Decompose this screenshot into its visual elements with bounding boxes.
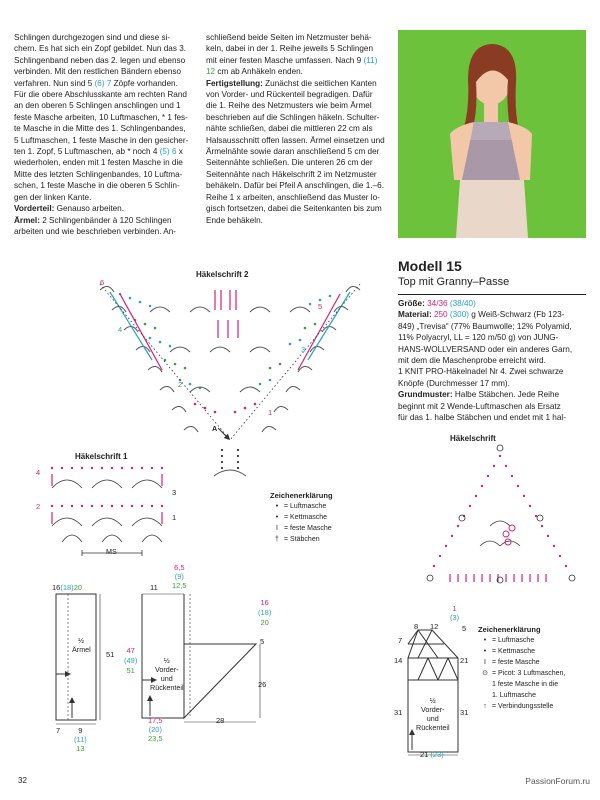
text-line: 5 Luftmaschen, 1 feste Masche in den gesicher-: [14, 135, 189, 145]
hs1-row-1: 1: [172, 513, 177, 522]
sr-31-right: 31: [460, 708, 469, 717]
sr-12: 12: [430, 622, 439, 631]
legend-item: • = Luftmasche: [478, 635, 593, 646]
body-five: 5: [260, 637, 265, 646]
hs1-row-2: 2: [36, 502, 41, 511]
text-line: feste Masche arbeiten, 10 Luftmaschen, * 1 fes-: [14, 112, 188, 122]
body-twentysix: 26: [258, 680, 267, 689]
text-line: Seitennähte schließen. Die unteren 26 cm der: [206, 158, 373, 168]
legend-right: [478, 624, 593, 712]
row-num: 6: [100, 278, 105, 287]
middle-text-column: [206, 32, 386, 226]
legend-item: 1. Luftmasche: [492, 692, 536, 699]
body-right: 16 (18) 20: [258, 598, 272, 627]
model-title: Modell 15: [398, 258, 462, 274]
hs1-row-4: 4: [36, 468, 41, 477]
text-line: wiederholen, enden mit 1 festen Masche in die: [14, 158, 183, 168]
arm-label-half: ½: [78, 636, 84, 645]
text-line: mit dem die Maschenprobe erreicht wird.: [398, 356, 546, 366]
title-divider: [398, 294, 586, 295]
legend-item: I = feste Masche: [270, 523, 333, 534]
text-line: die 1. Reihe des Netzmusters wie beim Ärmel: [206, 101, 372, 111]
arrow-a-label: A: [212, 424, 218, 433]
legend-left: [270, 490, 333, 545]
ms-label: MS: [106, 547, 117, 556]
text-line: Ende behäkeln.: [206, 215, 263, 225]
text-line: für das 1. halbe Stäbchen und endet mit 1 hal-: [398, 413, 566, 423]
text-line: mit einer festen Masche umfassen. Nach 9 (11): [206, 55, 378, 65]
text-line: Material: 250 (300) g Weiß-Schwarz (Fb 123-: [398, 310, 565, 320]
sr-31-left: 31: [394, 708, 403, 717]
watermark: PassionForum.ru: [525, 776, 590, 786]
arm-bottom: 9 (11) 13: [74, 726, 87, 753]
legend-item: • = Kettmasche: [478, 646, 593, 657]
model-photo: [398, 30, 586, 238]
double-crochet-icon: †: [275, 536, 279, 543]
text-line: arbeiten und wie beschrieben verbinden. An-: [14, 226, 177, 236]
legend-item: ⊙ = Picot: 3 Luftmaschen,: [478, 668, 593, 679]
chain-stitch-icon: •: [483, 637, 487, 644]
text-line: nähte schließen, dabei die mittleren 22 cm als: [206, 124, 373, 134]
text-line: schen, 1 feste Masche in die oberen 5 Schlin-: [14, 181, 180, 191]
text-line: Grundmuster: Halbe Stäbchen. Jede Reihe: [398, 390, 560, 400]
text-line: beschrieben auf die Schlingen häkeln. Schulter-: [206, 112, 380, 122]
text-line: Vorderteil: Genauso arbeiten.: [14, 204, 124, 214]
row-num: 2: [178, 380, 183, 389]
body-top-right: 6,5 (9) 12,5: [172, 563, 187, 590]
body-left: 47 (49) 51: [124, 646, 138, 675]
sr-label: ½ Vorder- und Rückenteil: [416, 696, 450, 732]
text-line: Halsausschnitt offen lassen. Ärmel einsetzen und: [206, 135, 385, 145]
legend-item: † = Stäbchen: [270, 534, 333, 545]
text-line: gisch fortsetzen, dabei die Seitenkanten bis zum: [206, 204, 382, 214]
text-line: 12 cm ab Anhäkeln enden.: [206, 67, 303, 77]
sr-8: 8: [414, 622, 419, 631]
text-line: chern. Es hat sich ein Zopf gebildet. Nun das 3.: [14, 44, 187, 54]
text-line: Fertigstellung: Zunächst die seitlichen Kanten: [206, 78, 377, 88]
arm-schematic: [48, 590, 118, 740]
body-top-left: 11: [150, 583, 158, 592]
granny-triangle-diagram: [420, 446, 580, 596]
haekelschrift2-title: Häkelschrift 2: [196, 270, 249, 279]
text-line: Größe: 34/36 (38/40): [398, 299, 476, 308]
haekelschrift-right-title: Häkelschrift: [450, 434, 496, 443]
slip-stitch-icon: •: [483, 648, 487, 655]
text-line: HANS-WOLLVERSAND oder ein anderes Garn,: [398, 344, 573, 354]
sr-21: 21: [460, 656, 469, 665]
model-subtitle: Top mit Granny–Passe: [398, 276, 510, 288]
text-line: Für die obere Abschlusskante am rechten Rand: [14, 90, 187, 100]
legend-item: ↑ = Verbindungsstelle: [478, 701, 593, 712]
row-num: 4: [118, 325, 123, 334]
text-line: te Masche in die Mitte des 1. Schlingenbandes,: [14, 124, 186, 134]
text-line: Ärmelnähte sowie daran anschließend 5 cm der: [206, 147, 380, 157]
text-line: ten 1. Zopf, 5 Luftmaschen, ab * noch 4 (5) 6 x: [14, 147, 183, 157]
row-num: 3: [301, 345, 306, 354]
body-label: ½ Vorder- und Rückenteil: [150, 656, 184, 692]
sr-7: 7: [398, 636, 403, 645]
granny-body-schematic: [404, 618, 494, 768]
sr-14: 14: [394, 656, 403, 665]
text-line: gen der linken Kante.: [14, 192, 92, 202]
legend-title: Zeichenerklärung: [270, 491, 333, 500]
haekelschrift1-title: Häkelschrift 1: [75, 452, 128, 461]
text-line: schließend beide Seiten im Netzmuster behä-: [206, 33, 372, 42]
text-line: 849) „Trevisa“ (77% Baumwolle; 12% Polyamid,: [398, 321, 572, 331]
text-line: von Vorder- und Rückenteil begradigen. Dafür: [206, 90, 373, 100]
row-num: 5: [318, 302, 323, 311]
hs1-row-3: 3: [172, 488, 177, 497]
text-line: behäkeln. Dafür bei Pfeil A anschlingen, die 1.–6.: [206, 181, 384, 191]
text-line: Seitennähte nach Häkelschrift 2 im Netzmuster: [206, 169, 377, 179]
text-line: 1 KNIT PRO-Häkelnadel Nr 4. Zwei schwarze: [398, 367, 564, 377]
legend-item: I = feste Masche: [478, 657, 593, 668]
text-line: Mitte des letzten Schlingenbandes, 10 Luftma-: [14, 169, 183, 179]
text-line: verfahren. Nun sind 5 (6) 7 Zöpfe vorhanden.: [14, 78, 178, 88]
body-bottom: 17,5 (20) 23,5: [148, 716, 163, 743]
chain-stitch-icon: •: [275, 503, 279, 510]
body-twentyeight: 28: [216, 716, 225, 725]
sr-bottom: 21 (23): [420, 750, 444, 759]
text-line: Knöpfe (Durchmesser 17 mm).: [398, 378, 510, 388]
sr-1: 1 (3): [450, 604, 460, 622]
text-line: Reihe 1 x arbeiten, anschließend das Muster lo-: [206, 192, 380, 202]
left-text-column: [14, 32, 204, 237]
text-line: an den oberen 5 Schlingen anschlingen und 1: [14, 101, 181, 111]
haekelschrift1-diagram: [42, 460, 182, 560]
slip-stitch-icon: •: [275, 514, 279, 521]
arm-left: 7: [56, 726, 61, 735]
text-line: Ärmel: 2 Schlingenbänder à 120 Schlingen: [14, 215, 172, 225]
text-line: Schlingenband neben das 2. legen und ebenso: [14, 55, 186, 65]
model-description: [398, 298, 588, 423]
legend-item: • = Luftmasche: [270, 501, 333, 512]
text-line: beginnt mit 2 Wende-Luftmaschen als Ersatz: [398, 401, 561, 411]
legend-item: 1 feste Masche in die: [492, 681, 559, 688]
row-num: 1: [268, 408, 273, 417]
page-number: 32: [18, 776, 27, 785]
model-illustration: [398, 30, 586, 238]
text-line: verbinden. Mit den restlichen Bändern ebenso: [14, 67, 182, 77]
single-crochet-icon: I: [484, 659, 486, 666]
picot-icon: ⊙: [482, 670, 488, 677]
single-crochet-icon: I: [276, 525, 278, 532]
text-line: 11% Polyacryl, LL = 120 m/50 g) von JUNG-: [398, 333, 559, 343]
arm-label: Ärmel: [72, 645, 91, 654]
join-arrow-icon: ↑: [483, 703, 487, 710]
text-line: Schlingen durchgezogen sind und diese si-: [14, 33, 171, 42]
arm-height: 51: [106, 650, 115, 659]
sr-5: 5: [462, 624, 467, 633]
legend-item: • = Kettmasche: [270, 512, 333, 523]
text-line: keln, dabei in der 1. Reihe jeweils 5 Schlingen: [206, 44, 374, 54]
arm-top: 16(18)20: [52, 583, 83, 592]
legend-title: Zeichenerklärung: [478, 625, 541, 634]
